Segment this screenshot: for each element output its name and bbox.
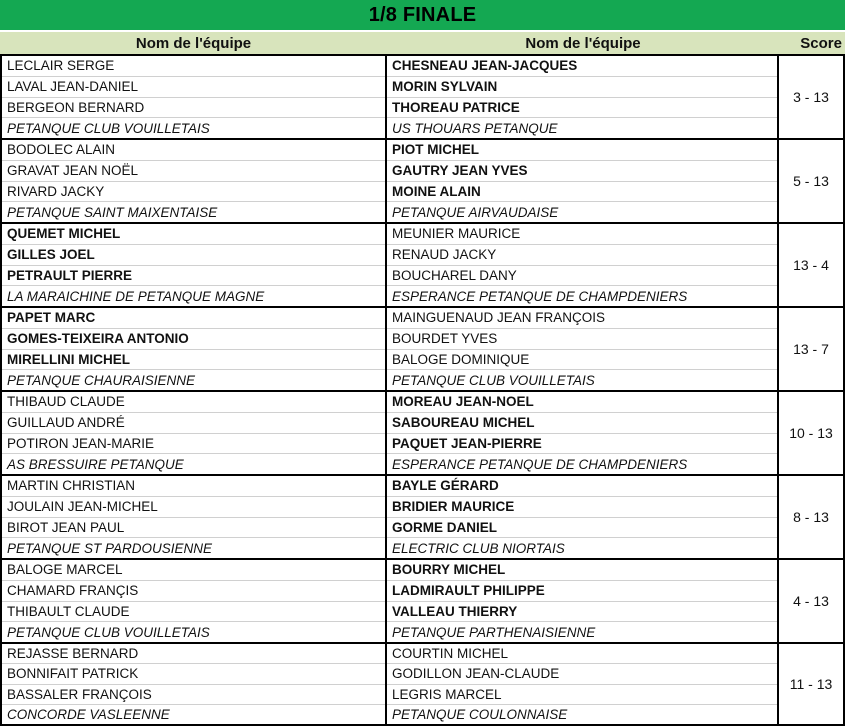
player-name: COURTIN MICHEL	[387, 644, 777, 664]
player-name: BONNIFAIT PATRICK	[2, 664, 385, 684]
player-name: MIRELLINI MICHEL	[2, 350, 385, 371]
club-name: US THOUARS PETANQUE	[392, 120, 558, 136]
match-score: 3 - 13	[793, 89, 829, 105]
player-name: GOMES-TEIXEIRA ANTONIO	[2, 329, 385, 350]
team-left	[2, 140, 387, 222]
team-left	[2, 560, 387, 642]
player-name: PAQUET JEAN-PIERRE	[387, 434, 777, 455]
player-name: GILLES JOEL	[2, 245, 385, 266]
player-name: PIOT MICHEL	[387, 140, 777, 161]
club-name: PETANQUE COULONNAISE	[392, 706, 568, 722]
match-block	[2, 642, 843, 726]
club-name: LA MARAICHINE DE PETANQUE MAGNE	[7, 288, 265, 304]
team-right	[387, 56, 779, 138]
player-name: THOREAU PATRICE	[387, 98, 777, 119]
player-name: LADMIRAULT PHILIPPE	[387, 581, 777, 602]
team-right	[387, 476, 779, 558]
player-name: BIROT JEAN PAUL	[2, 518, 385, 539]
club-name: PETANQUE AIRVAUDAISE	[392, 204, 559, 220]
match-block	[2, 474, 843, 558]
player-name: BASSALER FRANÇOIS	[2, 685, 385, 705]
club-name: PETANQUE CLUB VOUILLETAIS	[7, 120, 210, 136]
match-score: 13 - 4	[793, 257, 829, 273]
match-score: 11 - 13	[789, 676, 833, 692]
player-name: RIVARD JACKY	[2, 182, 385, 203]
match-score: 4 - 13	[793, 593, 829, 609]
team-right	[387, 560, 779, 642]
match-block	[2, 222, 843, 306]
player-name: RENAUD JACKY	[387, 245, 777, 266]
player-name: REJASSE BERNARD	[2, 644, 385, 664]
player-name: LECLAIR SERGE	[2, 56, 385, 77]
title-band	[0, 0, 845, 32]
team-left	[2, 308, 387, 390]
club-name: CONCORDE VASLEENNE	[7, 706, 170, 722]
score-column-header: Score	[800, 34, 842, 52]
club-name: PETANQUE ST PARDOUSIENNE	[7, 540, 213, 556]
player-name: CHESNEAU JEAN-JACQUES	[387, 56, 777, 77]
match-block	[2, 306, 843, 390]
club-name: ELECTRIC CLUB NIORTAIS	[392, 540, 565, 556]
player-name: BRIDIER MAURICE	[387, 497, 777, 518]
player-name: GRAVAT JEAN NOËL	[2, 161, 385, 182]
player-name: MORIN SYLVAIN	[387, 77, 777, 98]
tournament-title: 1/8 FINALE	[368, 3, 477, 26]
player-name: THIBAUD CLAUDE	[2, 392, 385, 413]
team-left	[2, 56, 387, 138]
team-right	[387, 224, 779, 306]
player-name: MOINE ALAIN	[387, 182, 777, 203]
match-block	[2, 54, 843, 138]
match-score: 10 - 13	[789, 425, 833, 441]
team-column-header-left: Nom de l'équipe	[135, 34, 252, 52]
player-name: GUILLAUD ANDRÉ	[2, 413, 385, 434]
club-name: PETANQUE SAINT MAIXENTAISE	[7, 204, 218, 220]
player-name: LAVAL JEAN-DANIEL	[2, 77, 385, 98]
player-name: BOURRY MICHEL	[387, 560, 777, 581]
match-block	[2, 138, 843, 222]
matches	[0, 54, 845, 726]
club-name: PETANQUE CLUB VOUILLETAIS	[7, 624, 210, 640]
player-name: GODILLON JEAN-CLAUDE	[387, 664, 777, 684]
match-score: 8 - 13	[793, 509, 829, 525]
team-left	[2, 224, 387, 306]
club-name: AS BRESSUIRE PETANQUE	[7, 456, 184, 472]
player-name: BOURDET YVES	[387, 329, 777, 350]
club-name: PETANQUE PARTHENAISIENNE	[392, 624, 596, 640]
team-left	[2, 476, 387, 558]
player-name: MAINGUENAUD JEAN FRANÇOIS	[387, 308, 777, 329]
player-name: VALLEAU THIERRY	[387, 602, 777, 623]
player-name: CHAMARD FRANÇIS	[2, 581, 385, 602]
player-name: BOUCHAREL DANY	[387, 266, 777, 287]
player-name: SABOUREAU MICHEL	[387, 413, 777, 434]
team-right	[387, 644, 779, 724]
match-block	[2, 558, 843, 642]
player-name: BALOGE MARCEL	[2, 560, 385, 581]
player-name: POTIRON JEAN-MARIE	[2, 434, 385, 455]
player-name: MOREAU JEAN-NOEL	[387, 392, 777, 413]
club-name: ESPERANCE PETANQUE DE CHAMPDENIERS	[392, 456, 688, 472]
player-name: THIBAULT CLAUDE	[2, 602, 385, 623]
player-name: BAYLE GÉRARD	[387, 476, 777, 497]
match-score: 13 - 7	[793, 341, 829, 357]
player-name: GORME DANIEL	[387, 518, 777, 539]
team-left	[2, 392, 387, 474]
team-right	[387, 392, 779, 474]
team-left	[2, 644, 387, 724]
club-name: ESPERANCE PETANQUE DE CHAMPDENIERS	[392, 288, 688, 304]
player-name: MEUNIER MAURICE	[387, 224, 777, 245]
player-name: JOULAIN JEAN-MICHEL	[2, 497, 385, 518]
player-name: BERGEON BERNARD	[2, 98, 385, 119]
player-name: QUEMET MICHEL	[2, 224, 385, 245]
player-name: BODOLEC ALAIN	[2, 140, 385, 161]
match-score: 5 - 13	[793, 173, 829, 189]
match-block	[2, 390, 843, 474]
team-right	[387, 308, 779, 390]
player-name: PAPET MARC	[2, 308, 385, 329]
player-name: GAUTRY JEAN YVES	[387, 161, 777, 182]
team-right	[387, 140, 779, 222]
player-name: BALOGE DOMINIQUE	[387, 350, 777, 371]
player-name: PETRAULT PIERRE	[2, 266, 385, 287]
player-name: MARTIN CHRISTIAN	[2, 476, 385, 497]
club-name: PETANQUE CHAURAISIENNE	[7, 372, 196, 388]
column-headers	[0, 32, 845, 54]
player-name: LEGRIS MARCEL	[387, 685, 777, 705]
club-name: PETANQUE CLUB VOUILLETAIS	[392, 372, 595, 388]
team-column-header-right: Nom de l'équipe	[525, 34, 641, 52]
